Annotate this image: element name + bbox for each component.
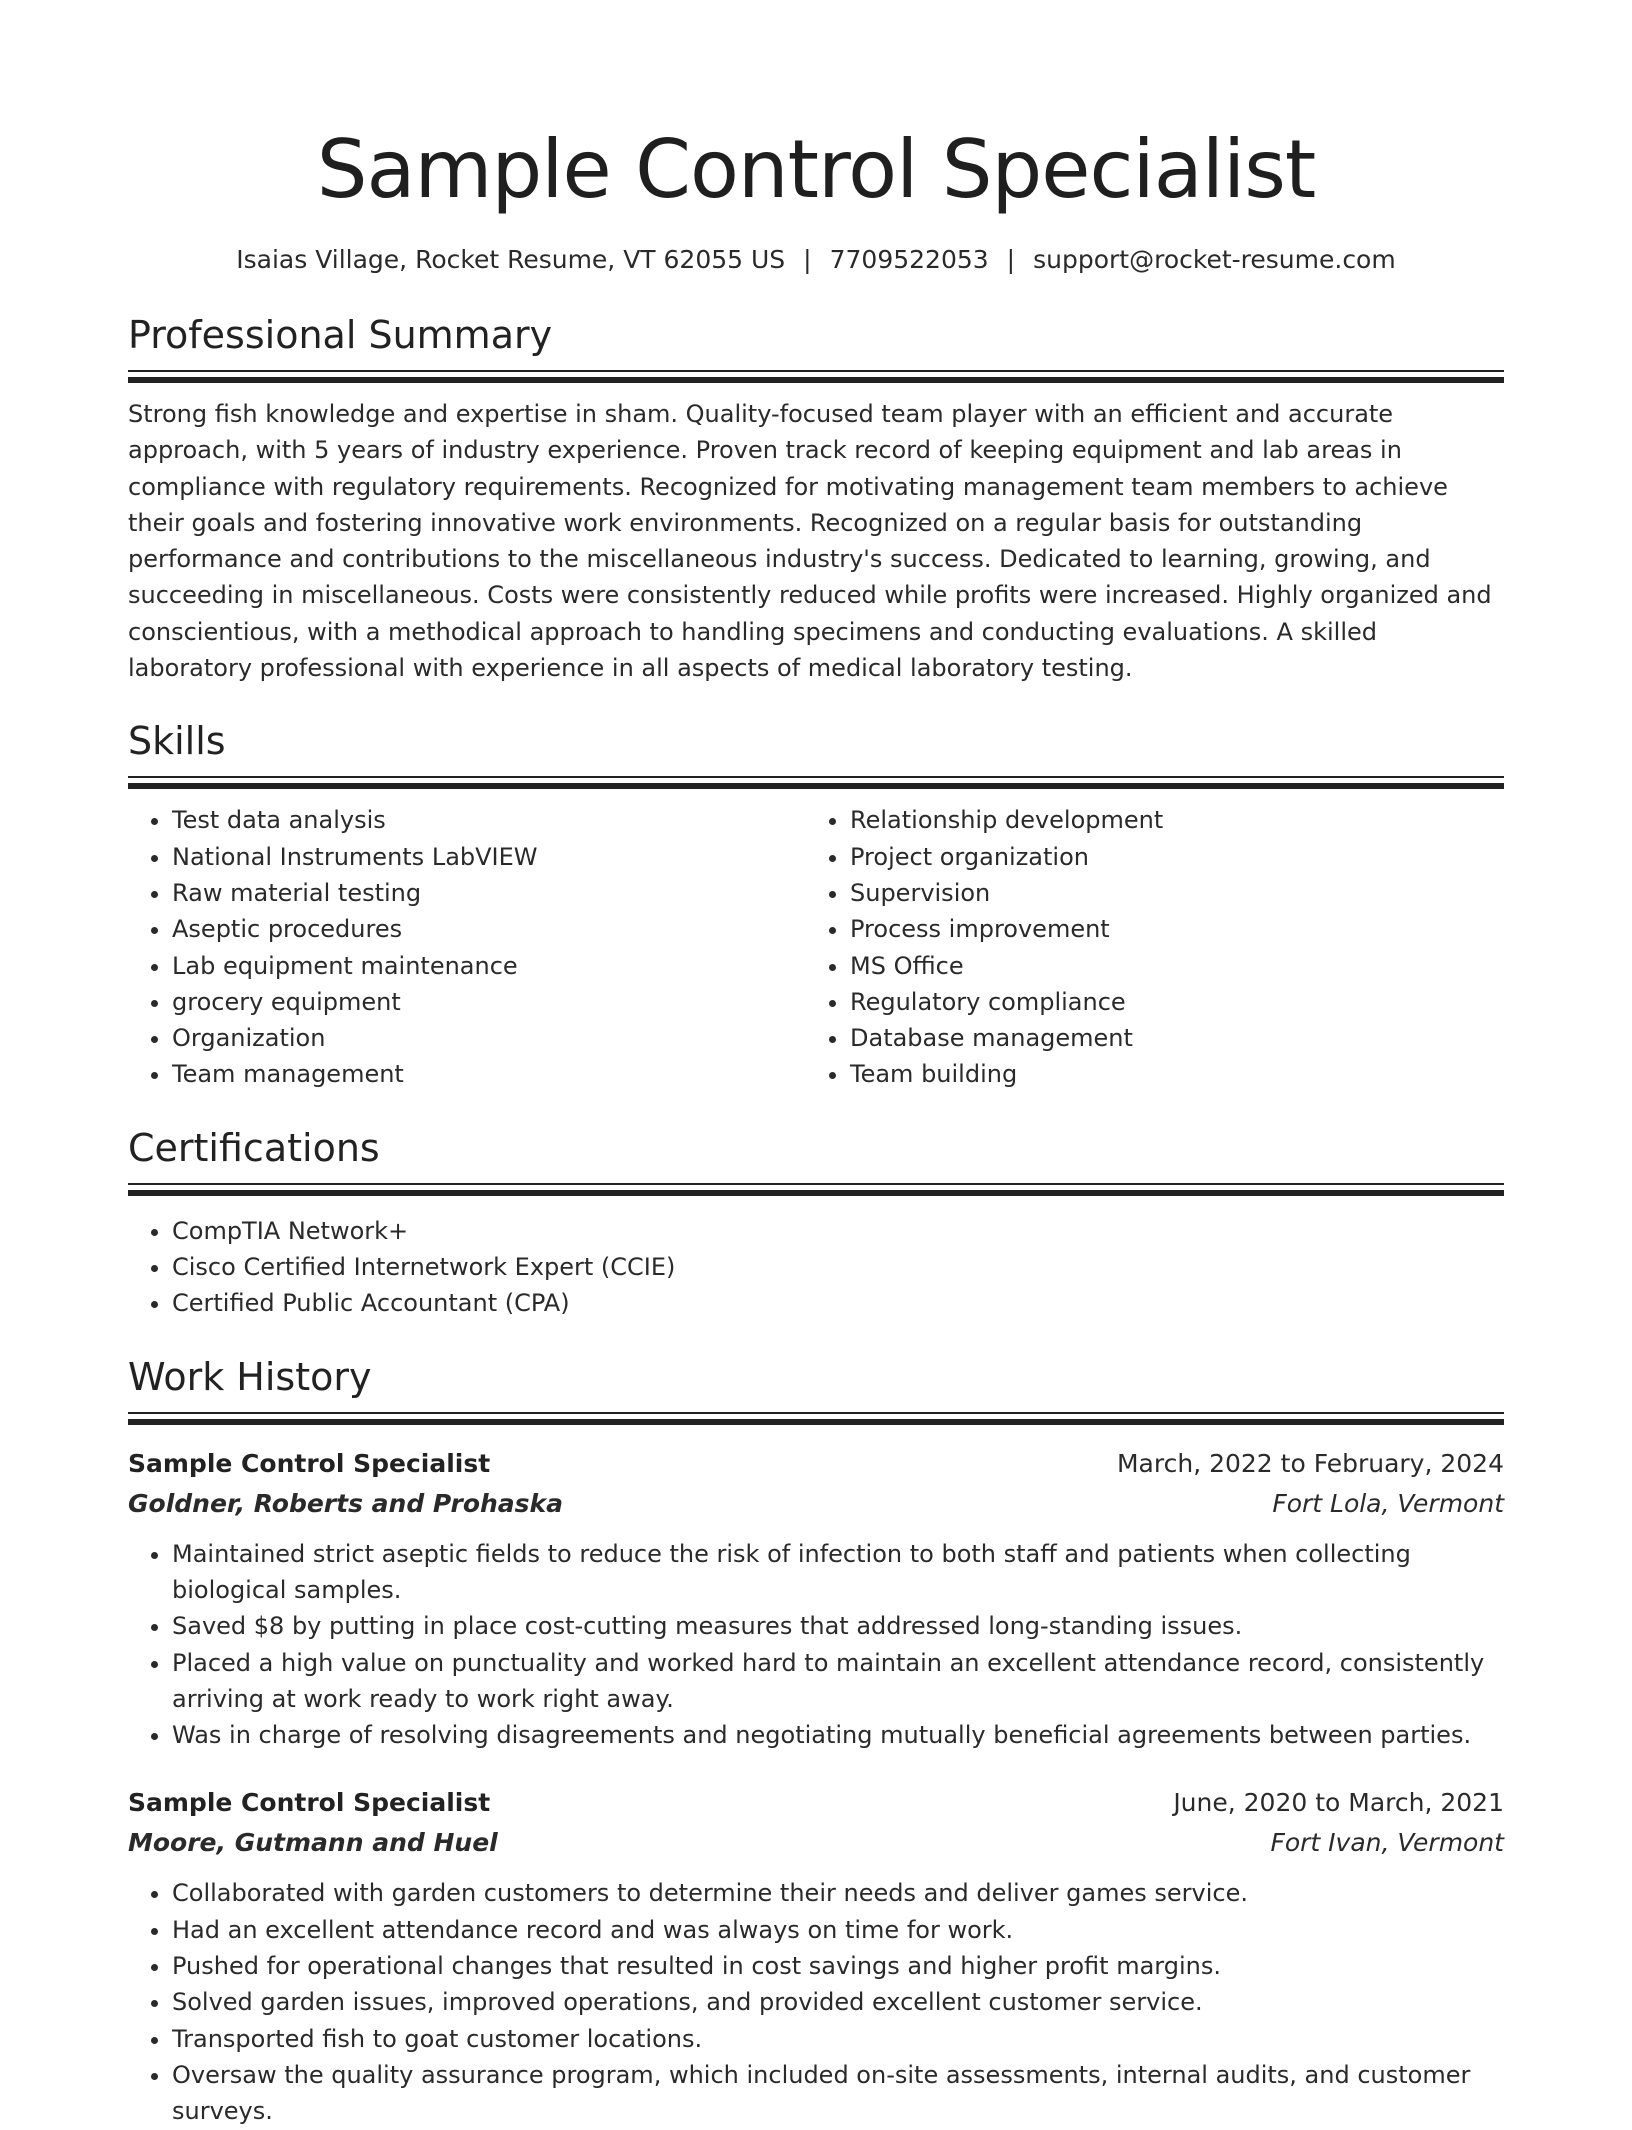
skill-item: • Organization (172, 1020, 806, 1056)
skill-item: • Aseptic procedures (172, 911, 806, 947)
job-bullet: • Placed a high value on punctuality and worked hard to maintain an excellent attendance record, consistently arriving at work ready to work right away. (172, 1645, 1504, 1718)
job-company-row (128, 1484, 1504, 1524)
skill-item: • Process improvement (850, 911, 1484, 947)
professional-summary-section (128, 310, 1504, 686)
section-title-skills: Skills (128, 719, 226, 764)
skills-columns (128, 802, 1504, 1092)
skill-item: • grocery equipment (172, 984, 806, 1020)
job-bullet: • Was in charge of resolving disagreements and negotiating mutually beneficial agreements between parties. (172, 1717, 1504, 1753)
job-location: Fort Lola, Vermont (1272, 1488, 1504, 1518)
job-location: Fort Ivan, Vermont (1270, 1828, 1504, 1858)
certifications-section (128, 1123, 1504, 1322)
section-divider (128, 776, 1504, 788)
job-header-row (128, 1444, 1504, 1484)
skill-item: • Supervision (850, 875, 1484, 911)
section-title-work-history: Work History (128, 1354, 372, 1399)
skill-item: • Team management (172, 1056, 806, 1092)
job-company: Moore, Gutmann and Huel (128, 1828, 498, 1858)
skill-item: • MS Office (850, 948, 1484, 984)
skill-item: • National Instruments LabVIEW (172, 839, 806, 875)
job-bullets (128, 1536, 1504, 1754)
contact-phone: 7709522053 (829, 245, 989, 274)
job-company: Goldner, Roberts and Prohaska (128, 1488, 564, 1518)
job-bullet: • Saved $8 by putting in place cost-cutting measures that addressed long-standing issues. (172, 1608, 1504, 1644)
resume-page (128, 0, 1504, 2130)
skill-item: • Project organization (850, 839, 1484, 875)
certifications-list (128, 1213, 1504, 1322)
job-dates: June, 2020 to March, 2021 (1173, 1788, 1504, 1818)
skill-item: • Regulatory compliance (850, 984, 1484, 1020)
section-divider (128, 370, 1504, 382)
certification-item: • CompTIA Network+ (172, 1213, 1504, 1249)
skill-item: • Raw material testing (172, 875, 806, 911)
skill-item: • Relationship development (850, 802, 1484, 838)
section-divider (128, 1183, 1504, 1195)
skills-section (128, 716, 1504, 1092)
resume-name: Sample Control Specialist (316, 123, 1316, 216)
contact-address: Isaias Village, Rocket Resume, VT 62055 US (236, 245, 786, 274)
job-bullet: • Transported fish to goat customer locations. (172, 2021, 1504, 2057)
section-title-summary: Professional Summary (128, 313, 553, 357)
job-dates: March, 2022 to February, 2024 (1116, 1448, 1504, 1478)
job-title: Sample Control Specialist (128, 1448, 491, 1478)
job-bullet: • Collaborated with garden customers to determine their needs and deliver games service. (172, 1875, 1504, 1911)
contact-separator: | (1006, 245, 1016, 274)
job-company-row (128, 1823, 1504, 1863)
contact-email: support@rocket-resume.com (1033, 245, 1396, 274)
skill-item: • Lab equipment maintenance (172, 948, 806, 984)
job-entry (128, 1783, 1504, 2129)
job-bullet: • Had an excellent attendance record and was always on time for work. (172, 1912, 1504, 1948)
skill-item: • Database management (850, 1020, 1484, 1056)
skill-item: • Test data analysis (172, 802, 806, 838)
skills-list-left (128, 802, 806, 1092)
job-title: Sample Control Specialist (128, 1788, 491, 1818)
job-header-row (128, 1783, 1504, 1823)
job-entry (128, 1444, 1504, 1754)
job-bullet: • Oversaw the quality assurance program, which included on-site assessments, internal audits, and customer surveys. (172, 2057, 1504, 2130)
section-divider (128, 1412, 1504, 1424)
certification-item: • Cisco Certified Internetwork Expert (CCIE) (172, 1249, 1504, 1285)
summary-text: Strong fish knowledge and expertise in sham. Quality-focused team player with an efficient and accurate approach, with 5 years of industry experience. Proven track record of keeping equipment and lab areas in compliance with regulatory requirements. Recognized for motivating management team members to achieve their goals and fostering innovative work environments. Recognized on a regular basis for outstanding performance and contributions to the miscellaneous industry's success. Dedicated to learning, growing, and succeeding in miscellaneous. Costs were consistently reduced while profits were increased. Highly organized and conscientious, with a methodical approach to handling specimens and conducting evaluations. A skilled laboratory professional with experience in all aspects of medical laboratory testing. (128, 400, 1492, 683)
job-bullet: • Pushed for operational changes that resulted in cost savings and higher profit margins. (172, 1948, 1504, 1984)
job-bullet: • Maintained strict aseptic fields to reduce the risk of infection to both staff and patients when collecting biological samples. (172, 1536, 1504, 1609)
job-bullets (128, 1875, 1504, 2129)
skill-item: • Team building (850, 1056, 1484, 1092)
contact-line (128, 242, 1504, 278)
certification-item: • Certified Public Accountant (CPA) (172, 1285, 1504, 1321)
contact-separator: | (803, 245, 812, 274)
work-history-section (128, 1352, 1504, 2130)
skills-list-right (806, 802, 1484, 1092)
section-title-certifications: Certifications (128, 1125, 380, 1170)
job-bullet: • Solved garden issues, improved operations, and provided excellent customer service. (172, 1984, 1504, 2020)
